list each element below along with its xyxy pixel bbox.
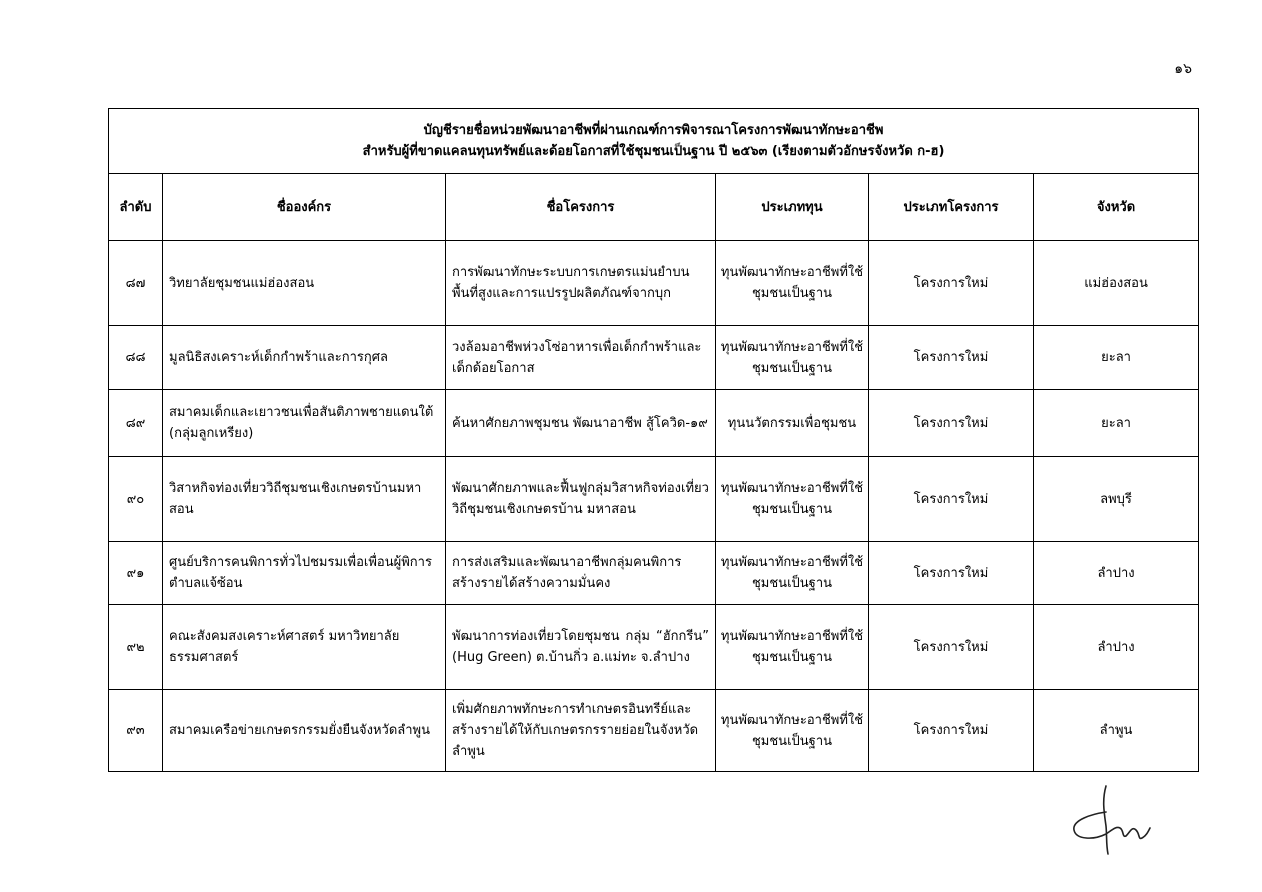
row-province: ลพบุรี xyxy=(1034,457,1199,542)
signature-mark xyxy=(1062,782,1162,862)
row-fund: ทุนพัฒนาทักษะอาชีพที่ใช้ชุมชนเป็นฐาน xyxy=(716,690,869,772)
header-project: ชื่อโครงการ xyxy=(446,174,716,241)
row-project: การส่งเสริมและพัฒนาอาชีพกลุ่มคนพิการสร้างรายได้สร้างความมั่นคง xyxy=(446,542,716,605)
row-type: โครงการใหม่ xyxy=(869,542,1034,605)
table-row xyxy=(109,241,1199,326)
row-province: ยะลา xyxy=(1034,326,1199,390)
row-type: โครงการใหม่ xyxy=(869,605,1034,690)
row-project: เพิ่มศักยภาพทักษะการทำเกษตรอินทรีย์และสร้างรายได้ให้กับเกษตรกรรายย่อยในจังหวัดลำพูน xyxy=(446,690,716,772)
row-type: โครงการใหม่ xyxy=(869,390,1034,457)
row-type: โครงการใหม่ xyxy=(869,690,1034,772)
row-province: ยะลา xyxy=(1034,390,1199,457)
row-no: ๘๘ xyxy=(109,326,163,390)
table-row xyxy=(109,390,1199,457)
row-fund: ทุนพัฒนาทักษะอาชีพที่ใช้ชุมชนเป็นฐาน xyxy=(716,542,869,605)
row-fund: ทุนพัฒนาทักษะอาชีพที่ใช้ชุมชนเป็นฐาน xyxy=(716,457,869,542)
row-no: ๘๗ xyxy=(109,241,163,326)
title-line-2: สำหรับผู้ที่ขาดแคลนทุนทรัพย์และด้อยโอกาสที่ใช้ชุมชนเป็นฐาน ปี ๒๕๖๓ (เรียงตามตัวอักษรจังหวัด ก-ฮ) xyxy=(362,144,945,159)
row-fund: ทุนพัฒนาทักษะอาชีพที่ใช้ชุมชนเป็นฐาน xyxy=(716,241,869,326)
row-project: ค้นหาศักยภาพชุมชน พัฒนาอาชีพ สู้โควิด-๑๙ xyxy=(446,390,716,457)
row-no: ๙๑ xyxy=(109,542,163,605)
table-row xyxy=(109,690,1199,772)
row-province: แม่ฮ่องสอน xyxy=(1034,241,1199,326)
page-number: ๑๖ xyxy=(1174,61,1192,77)
header-no: ลำดับ xyxy=(109,174,163,241)
row-fund: ทุนนวัตกรรมเพื่อชุมชน xyxy=(716,390,869,457)
header-row xyxy=(109,174,1199,241)
table-title xyxy=(109,109,1199,174)
title-line-1: บัญชีรายชื่อหน่วยพัฒนาอาชีพที่ผ่านเกณฑ์การพิจารณาโครงการพัฒนาทักษะอาชีพ xyxy=(423,123,884,138)
row-org: วิสาหกิจท่องเที่ยววิถีชุมชนเชิงเกษตรบ้านมหาสอน xyxy=(163,457,446,542)
row-org: สมาคมเครือข่ายเกษตรกรรมยั่งยืนจังหวัดลำพูน xyxy=(163,690,446,772)
row-no: ๙๒ xyxy=(109,605,163,690)
header-org: ชื่อองค์กร xyxy=(163,174,446,241)
row-project: พัฒนาศักยภาพและฟื้นฟูกลุ่มวิสาหกิจท่องเที่ยววิถีชุมชนเชิงเกษตรบ้าน มหาสอน xyxy=(446,457,716,542)
row-org: ศูนย์บริการคนพิการทั่วไปชมรมเพื่อเพื่อนผู้พิการตำบลแจ้ซ้อน xyxy=(163,542,446,605)
row-no: ๘๙ xyxy=(109,390,163,457)
row-province: ลำปาง xyxy=(1034,542,1199,605)
row-project: พัฒนาการท่องเที่ยวโดยชุมชน กลุ่ม “ฮักกรีน” (Hug Green) ต.บ้านกิ่ว อ.แม่ทะ จ.ลำปาง xyxy=(446,605,716,690)
header-fund: ประเภททุน xyxy=(716,174,869,241)
row-type: โครงการใหม่ xyxy=(869,326,1034,390)
row-no: ๙๐ xyxy=(109,457,163,542)
row-province: ลำปาง xyxy=(1034,605,1199,690)
header-province: จังหวัด xyxy=(1034,174,1199,241)
table-row xyxy=(109,326,1199,390)
row-project: การพัฒนาทักษะระบบการเกษตรแม่นยำบนพื้นที่สูงและการแปรรูปผลิตภัณฑ์จากบุก xyxy=(446,241,716,326)
row-province: ลำพูน xyxy=(1034,690,1199,772)
row-type: โครงการใหม่ xyxy=(869,457,1034,542)
table-row xyxy=(109,605,1199,690)
row-fund: ทุนพัฒนาทักษะอาชีพที่ใช้ชุมชนเป็นฐาน xyxy=(716,326,869,390)
row-no: ๙๓ xyxy=(109,690,163,772)
row-org: วิทยาลัยชุมชนแม่ฮ่องสอน xyxy=(163,241,446,326)
selection-table xyxy=(108,108,1199,772)
row-org: สมาคมเด็กและเยาวชนเพื่อสันติภาพชายแดนใต้ (กลุ่มลูกเหรียง) xyxy=(163,390,446,457)
table-title-row xyxy=(109,109,1199,174)
row-type: โครงการใหม่ xyxy=(869,241,1034,326)
row-fund: ทุนพัฒนาทักษะอาชีพที่ใช้ชุมชนเป็นฐาน xyxy=(716,605,869,690)
row-org: มูลนิธิสงเคราะห์เด็กกำพร้าและการกุศล xyxy=(163,326,446,390)
table-row xyxy=(109,457,1199,542)
table-row xyxy=(109,542,1199,605)
row-org: คณะสังคมสงเคราะห์ศาสตร์ มหาวิทยาลัยธรรมศาสตร์ xyxy=(163,605,446,690)
row-project: วงล้อมอาชีพห่วงโซ่อาหารเพื่อเด็กกำพร้าและเด็กด้อยโอกาส xyxy=(446,326,716,390)
header-type: ประเภทโครงการ xyxy=(869,174,1034,241)
